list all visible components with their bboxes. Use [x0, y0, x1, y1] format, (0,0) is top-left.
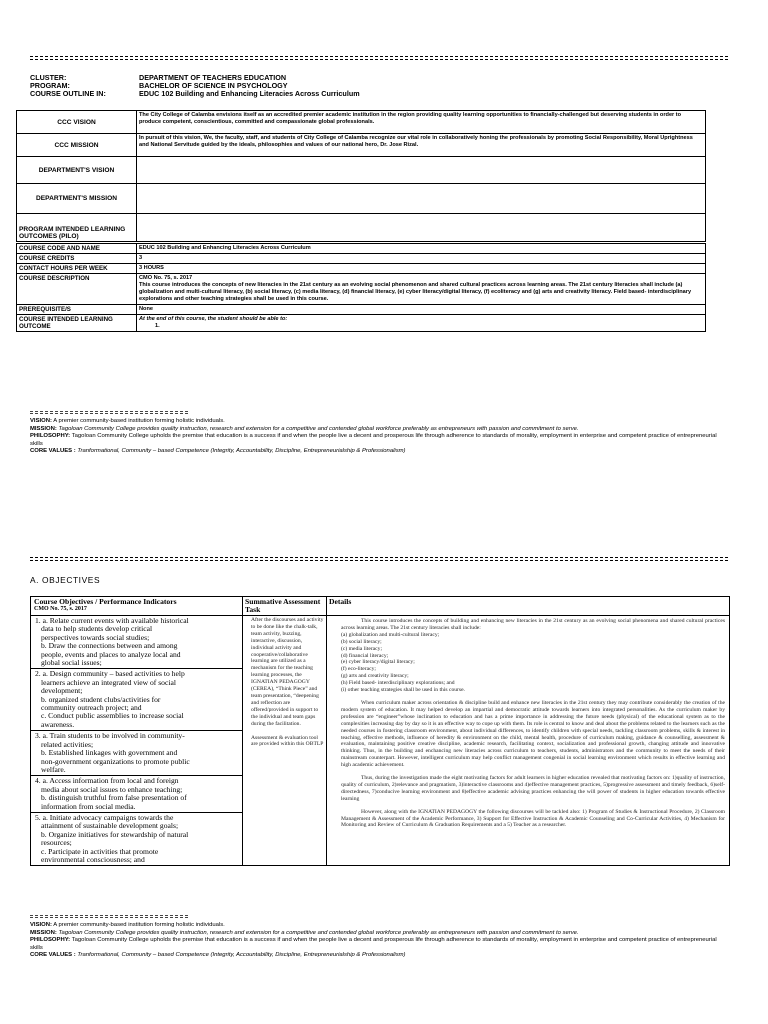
- footer-philosophy-label: PHILOSOPHY:: [30, 433, 71, 439]
- objective-line: resources;: [41, 838, 72, 848]
- course-credits-label: COURSE CREDITS: [17, 254, 137, 264]
- objective-line: b. Organize initiatives for stewardship of natural: [41, 829, 189, 839]
- objective-line: 1. a. Relate current events with available historical: [35, 616, 189, 625]
- footer-mission-label: MISSION:: [30, 425, 57, 432]
- course-description-cmo: CMO No. 75, s. 2017: [139, 275, 193, 281]
- details-cell: [327, 616, 730, 866]
- objective-line: b. Established linkages with government and: [41, 748, 178, 758]
- footer-vision-text: A premier community-based institution forming holistic individuals.: [53, 418, 225, 424]
- objectives-list-cell: [31, 616, 243, 866]
- footer2-philosophy-label: PHILOSOPHY:: [30, 937, 71, 943]
- cilo-intro: At the end of this course, the student should be able to:: [139, 316, 288, 322]
- cilo-item: 1.: [155, 323, 160, 329]
- objective-line: 4. a. Access information from local and foreign: [35, 776, 179, 786]
- details-header: Details: [327, 597, 730, 616]
- objectives-title: A. OBJECTIVES: [30, 575, 101, 585]
- department-vision-label: DEPARTMENT'S VISION: [17, 157, 137, 184]
- footer-block: [30, 418, 730, 456]
- course-credits-value: 3: [137, 254, 706, 264]
- program-label: PROGRAM:: [30, 81, 70, 90]
- page-separator: [30, 557, 728, 561]
- summative-text-2: Assessment & evaluation tool are provided within this OBTLP: [251, 734, 324, 748]
- footer-mission-text: Tagoloan Community College provides quality instruction, research and extension for a competitive and contended global workforce preferably as entrepreneurs with passion and commitment to serve.: [58, 425, 579, 432]
- objective-item: [31, 776, 242, 813]
- footer-core-values-label: CORE VALUES :: [30, 448, 76, 454]
- footer2-vision-label: VISION:: [30, 922, 52, 928]
- cluster-value: DEPARTMENT OF TEACHERS EDUCATION: [139, 73, 287, 82]
- objective-line: perspectives towards social studies;: [41, 632, 150, 642]
- objective-line: attainment of sustainable development goals;: [41, 821, 179, 831]
- footer2-mission-text: Tagoloan Community College provides quality instruction, research and extension for a competitive and contended global workforce preferably as entrepreneurs with passion and commitment to serve.: [58, 929, 579, 936]
- objective-line: c. Participate in activities that promote: [41, 846, 159, 856]
- objective-line: welfare.: [41, 764, 66, 774]
- footer-vision-label: VISION:: [30, 418, 52, 424]
- objective-line: non-government organizations to promote public: [41, 756, 190, 766]
- course-description-cell: [137, 274, 706, 305]
- summative-assessment-header: Summative Assessment Task: [243, 597, 327, 616]
- course-outline-label: COURSE OUTLINE IN:: [30, 89, 106, 98]
- prerequisites-label: PREREQUISITE/S: [17, 305, 137, 315]
- objective-line: 2. a. Design community – based activities to help: [35, 669, 185, 679]
- footer2-mission-label: MISSION:: [30, 929, 57, 936]
- objective-line: learners achieve an integrated view of social: [41, 677, 176, 687]
- footer-separator: [30, 411, 188, 414]
- objective-line: b. Draw the connections between and among: [41, 641, 178, 651]
- details-list-item: (g) arts and creativity literacy;: [341, 673, 409, 680]
- footer-separator-2: [30, 915, 188, 918]
- objective-item: [31, 616, 242, 669]
- objective-line: data to help students develop critical: [41, 624, 153, 634]
- objectives-list: [31, 616, 242, 865]
- objective-line: related activities;: [41, 739, 94, 749]
- contact-hours-value: 3 HOURS: [137, 264, 706, 274]
- objective-line: media about social issues to enhance teaching;: [41, 784, 183, 794]
- details-list-item: (a) globalization and multi-cultural literacy;: [341, 631, 440, 638]
- objective-line: environmental consciousness; and: [41, 854, 145, 864]
- objective-line: development;: [41, 686, 83, 696]
- course-code-value: EDUC 102 Building and Enhancing Literacies Across Curriculum: [137, 244, 706, 254]
- course-code-label: COURSE CODE AND NAME: [17, 244, 137, 254]
- ccc-mission-label: CCC MISSION: [17, 134, 137, 157]
- cluster-label: CLUSTER:: [30, 73, 67, 82]
- footer2-philosophy-text: Tagoloan Community College upholds the premise that education is a success if and when the people live a decent and prosperous life through adherence to standards of morality, employment in enterprise and competent practice of entrepreneurial skills: [30, 937, 717, 951]
- objectives-header-cell: [31, 597, 243, 616]
- objective-line: 5. a. Initiate advocacy campaigns towards the: [35, 812, 174, 822]
- details-list-item: (d) financial literacy;: [341, 652, 389, 659]
- details-list-item: (h) Field based- interdisciplinary explorations; and: [341, 680, 455, 687]
- cilo-label: COURSE INTENDED LEARNING OUTCOME: [17, 315, 137, 332]
- objective-line: community outreach project; and: [41, 703, 142, 713]
- footer2-core-values-label: CORE VALUES :: [30, 952, 76, 958]
- objective-item: [31, 669, 242, 731]
- details-intro: This course introduces the concepts of building and enhancing new literacies in the 21st century as an evolving social phenomena and shared cultural practices across learning areas. The 21st century literacies shall include:: [341, 618, 725, 631]
- course-objectives-header: Course Objectives / Performance Indicators: [34, 597, 177, 606]
- objective-line: awareness.: [41, 719, 75, 729]
- footer2-core-values-text: Tranformational, Community – based Competence (Integrity, Accountability, Discipline, Entrepreneurialship & Professionalism): [77, 952, 406, 958]
- course-objectives-cmo: CMO No. 75, s. 2017: [34, 606, 87, 612]
- ccc-mission-text: In pursuit of this vision, We, the faculty, staff, and students of City College of Calamba recognize our vital role in collaboratively honing the professionals by promoting Social Responsibility, Moral Uprightness and National Servitude guided by the ideals, philosophies and values of our national hero, Dr. Jose Rizal.: [137, 134, 706, 157]
- contact-hours-label: CONTACT HOURS PER WEEK: [17, 264, 137, 274]
- objective-line: information from social media.: [41, 801, 136, 811]
- objective-line: people, events and places to analyze local and: [41, 649, 181, 659]
- footer-philosophy-text: Tagoloan Community College upholds the premise that education is a success if and when the people live a decent and prosperous life through adherence to standards of morality, employment in enterprise and competent practice of entrepreneurial skills: [30, 433, 717, 447]
- details-paragraph-3: Thus, during the investigation made the eight motivating factors for adult learners in higher education revealed that motivating factors on: 1)quality of instruction, quality of curriculum, 2)relevance and pragmatism, 3)interactive classrooms and 4)effective management practices, 5)progressive assessment and timely feedback, 6)self-directedness, 7)conducive learning environment and 8)effective academic advising practices enhancing the will power of students in higher education towards effective learning: [341, 775, 725, 802]
- objectives-table: [30, 596, 730, 866]
- details-list-item: (c) media literacy;: [341, 645, 382, 652]
- objective-item: [31, 813, 242, 865]
- objective-item: [31, 731, 242, 776]
- details-list-item: (b) social literacy;: [341, 638, 382, 645]
- details-list-item: (f) eco-literacy;: [341, 666, 376, 673]
- footer2-vision-text: A premier community-based institution forming holistic individuals.: [53, 922, 225, 928]
- footer-core-values-text: Tranformational, Community – based Competence (Integrity, Accountability, Discipline, Entrepreneurialship & Professionalism): [77, 448, 406, 454]
- department-mission-value: [137, 184, 706, 214]
- program-value: BACHELOR OF SCIENCE IN PSYCHOLOGY: [139, 81, 288, 90]
- details-paragraph-2: When curriculum maker across orientation & discipline build and enhance new literacies in the 21st century they may contribute considerably the creation of the modern system of education. It may helped develop an impartial and democratic attitude towards learners into integrated personalities. As the curriculum maker by profession are “engineer”whose inclination to education and has a prime importance in addressing the future needs (physical) of the educational system as to the complexities increasing day by day so it is an effective way to cope up with them. Its role is central to know and deal about the problems related to the learners such as the needed courses in fostering classroom environment, about individual differences, to identify children with special needs, tackling classroom problems, skills & interest in teaching, effective methods, influence of heredity & environment on the child, mental health, procedure of curriculum making, guidance & counselling, assessment & evaluation, maintaining positive creative discipline, academic research, facilitating context, socialization and professional growth, changing attitude and innovative thinking. Thus, in the building and enchancing new literacies across curriculum to teachers, students, administrators and the community to meet the needs of their mainstream counterpart. However, intelligent curriculum may help conflict management congenial in social learning environment which results in effective learning and high academic achievement.: [341, 699, 725, 769]
- pilo-value: [137, 214, 706, 242]
- objective-line: b. distinguish truthful from false presentation of: [41, 793, 187, 803]
- details-paragraph-4: However, along with the IGNATIAN PEDAGOGY the following discourses will be tackled also: 1) Program of Studies & Instructional Procedure, 2) Classroom Management & Assessment of the Academic Performance, 3) Support for Effective Instruction & Academic Counseling and Co-Curricular Activities, 4) Mechanism for Monitoring and Review of Curriculum & Graduation Requirements and a 5) Teacher as a researcher.: [341, 808, 725, 829]
- vision-mission-table: [16, 110, 706, 242]
- summative-cell: [243, 616, 327, 866]
- objective-line: c. Conduct public assemblies to increase social: [41, 711, 184, 721]
- department-vision-value: [137, 157, 706, 184]
- department-mission-label: DEPARTMENT'S MISSION: [17, 184, 137, 214]
- details-list-item: (e) cyber literacy/digital literacy;: [341, 659, 415, 666]
- ccc-vision-text: The City College of Calamba envisions itself as an accredited premier academic institution in the region providing quality learning opportunities to financially-challenged but deserving students in order to produce competent, conscientious, committed and compassionate global professionals.: [137, 111, 706, 134]
- objective-line: b. organized student clubs/activities for: [41, 694, 161, 704]
- course-info-table: [16, 243, 706, 332]
- cilo-cell: [137, 315, 706, 332]
- course-outline-value: EDUC 102 Building and Enhancing Literacies Across Curriculum: [139, 89, 360, 98]
- details-list-item: (i) other teaching strategies shall be used in this course.: [341, 687, 465, 694]
- summative-text-1: After the discourses and activity to be done like the chalk-talk, team activity, buzzing, interactive, discussion, individual activity and cooperative/collaborative learning are utilized as a mechanism for the teaching learning processes, the IGNATIAN PEDAGOGY (CEREA), “Think Piece” and team presentation, “deepening and reflection are offered/provided in support to the individual and team gaps during the facilitation.: [251, 617, 324, 727]
- prerequisites-value: None: [137, 305, 706, 315]
- course-description-label: COURSE DESCRIPTION: [17, 274, 137, 305]
- details-list: [341, 632, 725, 694]
- objective-line: 3. a. Train students to be involved in community-: [35, 731, 185, 741]
- objective-line: global social issues;: [41, 658, 102, 668]
- footer-block-2: [30, 922, 730, 960]
- ccc-vision-label: CCC VISION: [17, 111, 137, 134]
- course-description-text: This course introduces the concepts of new literacies in the 21st century as an evolving social phenomenon and shared cultural practices across learning areas. The 21st century literacies shall include (a) globalization and multi-cultural literacy, (b) social literacy, (c) media literacy, (d) financial literacy, (e) cyber literacy/digital literacy, (f) ecoliteracy and (g) arts and creativity literacy. Field based- interdisciplinary explorations and other teaching strategies shall be used in this course.: [139, 282, 692, 302]
- top-separator: [30, 56, 728, 60]
- pilo-label: PROGRAM INTENDED LEARNING OUTCOMES (PILO): [17, 214, 137, 242]
